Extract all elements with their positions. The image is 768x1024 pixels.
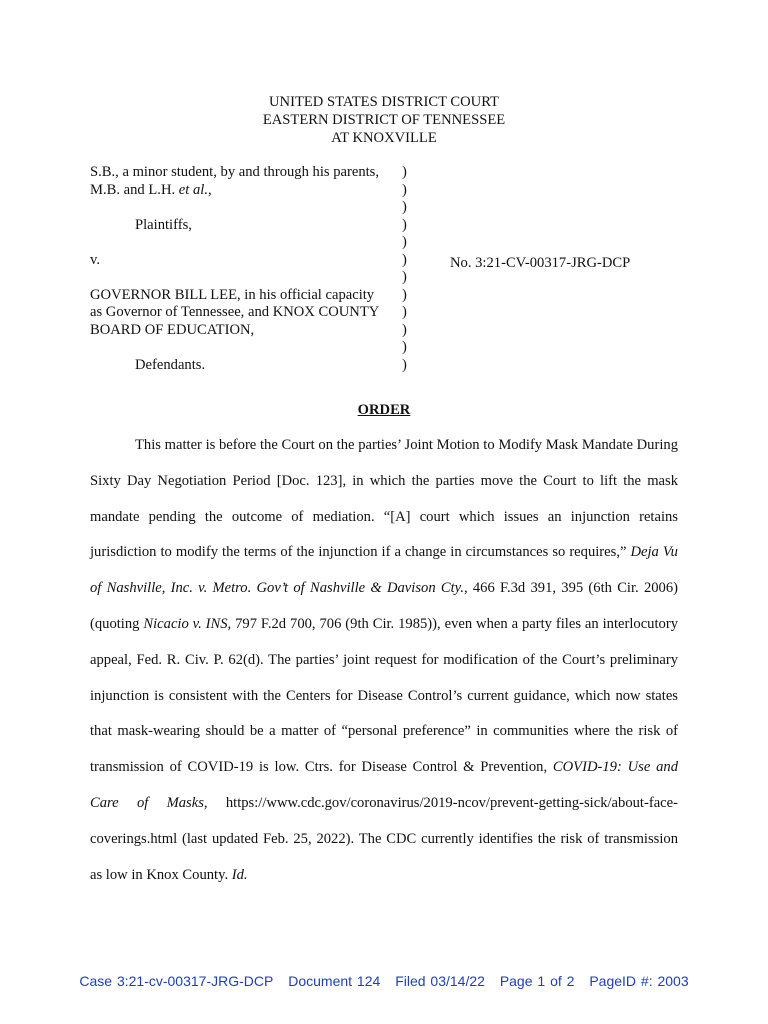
caption-line: GOVERNOR BILL LEE, in his official capacity (90, 286, 375, 303)
footer-filed-date: Filed 03/14/22 (395, 973, 485, 989)
caption-line (90, 199, 400, 217)
body-text-run: This matter is before the Court on the parties’ Joint Motion to Modify Mask Mandate During Sixty Day Negotiation Period [Doc. 123], in which the parties move the Court to lift the mask mandate pending the outcome of mediation. “[A] court which issues an injunction retains jurisdiction to modify the terms of the injunction if a change in circumstances so requires,” (90, 437, 678, 561)
caption-line: S.B., a minor student, by and through his parents, (90, 164, 380, 180)
citation-italic: Deja Vu of Nashville, Inc. v. Metro. Gov’t of Nashville & Davison Cty. (90, 544, 678, 597)
case-caption-parties (90, 164, 400, 374)
caption-paren: ) (402, 216, 407, 233)
court-district: EASTERN DISTRICT OF TENNESSEE (262, 112, 506, 128)
caption-line: M.B. and L.H. et al., (90, 181, 212, 198)
caption-paren-column (402, 164, 414, 374)
filing-footer (0, 973, 768, 989)
court-header (0, 93, 768, 147)
body-text-run: , 466 F.3d 391, 395 (6th Cir. 2006) (quoting (90, 580, 678, 632)
court-location: AT KNOXVILLE (331, 130, 437, 146)
caption-line: Plaintiffs, (135, 216, 192, 233)
caption-line (90, 234, 400, 252)
caption-paren: ) (402, 356, 407, 373)
court-name: UNITED STATES DISTRICT COURT (269, 94, 499, 110)
caption-paren: ) (402, 164, 407, 180)
caption-line: v. (90, 251, 100, 268)
order-title: ORDER (357, 402, 411, 418)
case-number: No. 3:21-CV-00317-JRG-DCP (450, 255, 631, 271)
caption-paren: ) (402, 304, 407, 320)
caption-line: Defendants. (135, 356, 206, 373)
caption-paren: ) (402, 286, 407, 303)
caption-paren: ) (402, 199, 407, 215)
order-body-paragraph (90, 428, 678, 893)
footer-document: Document 124 (288, 973, 381, 989)
body-text-run: 797 F.2d 700, 706 (9th Cir. 1985)), even when a party files an interlocutory appeal, Fed. R. Civ. P. 62(d). The parties’ joint request for modification of the Court’s preliminary injunction is consistent with the Centers for Disease Control’s current guidance, which now states that mask-wearing should be a matter of “personal preference” in communities where the risk of transmission of COVID-19 is low. Ctrs. for Disease Control & Prevention, (90, 615, 678, 776)
caption-line: as Governor of Tennessee, and KNOX COUNTY (90, 304, 380, 320)
caption-paren: ) (402, 234, 407, 250)
body-text-run: , https://www.cdc.gov/coronavirus/2019-ncov/prevent-getting-sick/about-face-coverings.html (last updated Feb. 25, 2022). The CDC currently identifies the risk of transmission as low in Knox County. (90, 794, 678, 883)
citation-italic: Nicacio v. INS, (143, 615, 232, 632)
caption-italic: et al. (178, 181, 208, 198)
caption-line: BOARD OF EDUCATION, (90, 321, 255, 338)
caption-line (90, 269, 400, 287)
footer-pageid: PageID #: 2003 (589, 973, 689, 989)
footer-page: Page 1 of 2 (499, 973, 575, 989)
caption-paren: ) (402, 339, 407, 355)
caption-paren: ) (402, 269, 407, 285)
citation-italic: Id. (231, 866, 248, 883)
citation-italic: COVID-19: Use and Care of Masks (90, 759, 678, 811)
caption-line (90, 339, 400, 357)
caption-paren: ) (402, 181, 407, 198)
caption-paren: ) (402, 251, 407, 268)
footer-case-number: Case 3:21-cv-00317-JRG-DCP (79, 973, 274, 989)
caption-paren: ) (402, 321, 407, 338)
